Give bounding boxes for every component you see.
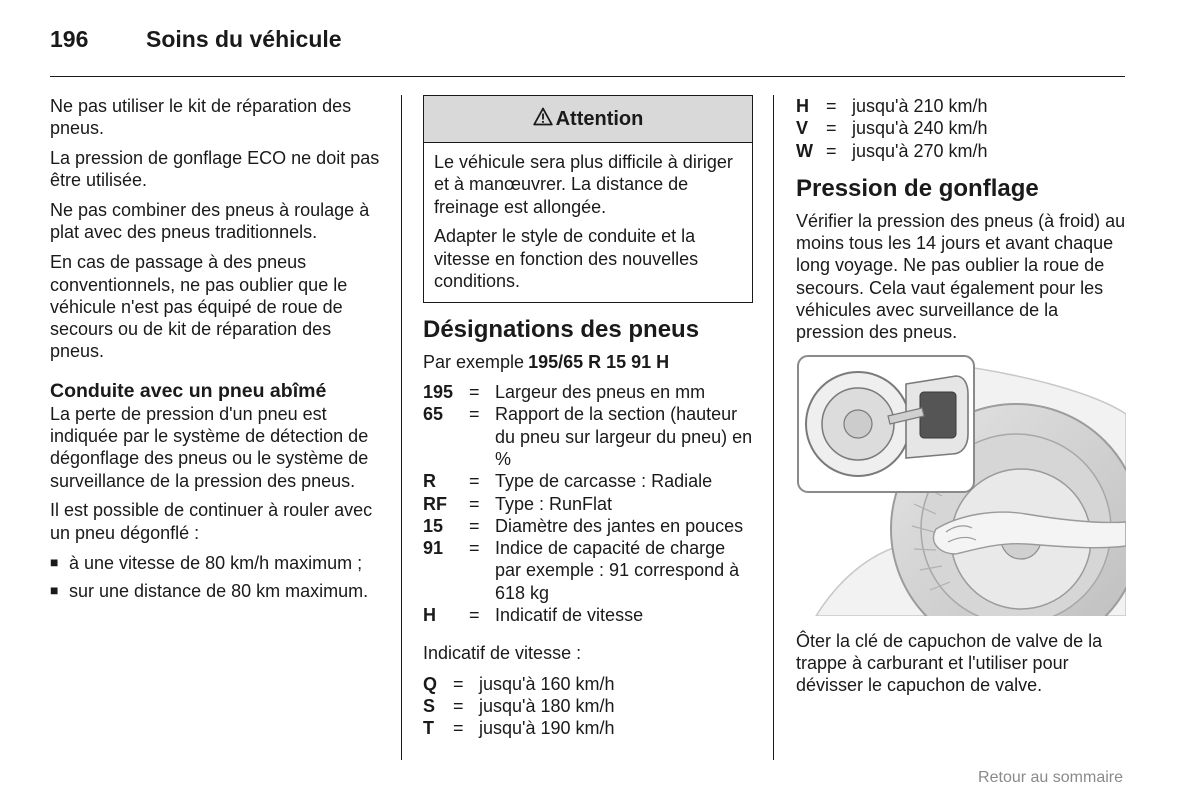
bullet-square-icon: ■ — [50, 553, 59, 570]
section-title: Soins du véhicule — [146, 26, 342, 52]
list-item: ■ sur une distance de 80 km maximum. — [50, 580, 369, 601]
back-to-contents-link[interactable]: Retour au sommaire — [978, 769, 1123, 786]
list-item: H = Indicatif de vitesse — [423, 605, 644, 626]
paragraph: La pression de gonflage ECO ne doit pas être utilisée. — [50, 148, 380, 191]
list-item: ■ à une vitesse de 80 km/h maximum ; — [50, 552, 363, 573]
subheading-damaged-tire: Conduite avec un pneu abîmé — [50, 379, 327, 402]
page-number: 196 — [50, 26, 89, 52]
column-divider — [773, 95, 774, 760]
list-item: 195 = Largeur des pneus en mm — [423, 382, 706, 403]
paragraph: Il est possible de continuer à rouler avec un pneu dégonflé : — [50, 500, 373, 543]
list-item: H = jusqu'à 210 km/h — [796, 96, 988, 116]
speed-list — [423, 673, 753, 740]
designation-list — [423, 381, 753, 626]
attention-body — [424, 143, 752, 302]
heading-tire-designations: Désignations des pneus — [423, 315, 700, 343]
heading-tire-pressure: Pression de gonflage — [796, 174, 1039, 202]
paragraph: Ne pas utiliser le kit de réparation des pneus. — [50, 96, 352, 139]
column-right — [796, 95, 1126, 704]
warning-triangle-icon — [533, 107, 553, 131]
example-value: 195/65 R 15 91 H — [528, 351, 670, 372]
list-item: Q = jusqu'à 160 km/h — [423, 673, 615, 694]
paragraph: En cas de passage à des pneus conventionnels, ne pas oublier que le véhicule n'est pas équipé de roue de secours ou de kit de réparation des pneus. — [50, 252, 348, 362]
list-item: 91 = Indice de capacité de charge par exemple : 91 correspond à 618 kg — [423, 538, 740, 603]
paragraph: Vérifier la pression des pneus (à froid) au moins tous les 14 jours et avant chaque long voyage. Ne pas oublier la roue de secours. Cela vaut également pour les véhicules avec surveillance de la pression des pneus. — [796, 210, 1126, 343]
column-middle — [423, 95, 753, 740]
attention-title: Attention — [555, 107, 644, 130]
list-item: V = jusqu'à 240 km/h — [796, 118, 988, 139]
page-header — [50, 24, 1125, 77]
paragraph: La perte de pression d'un pneu est indiquée par le système de détection de dégonflage des pneus ou le système de surveillance de la pression des pneus. — [50, 403, 369, 491]
bullet-list — [50, 552, 382, 603]
tire-valve-illustration — [796, 354, 1126, 616]
list-item: RF = Type : RunFlat — [423, 493, 613, 514]
column-left — [50, 95, 382, 608]
tire-valve-illustration-icon — [796, 354, 1126, 616]
list-item: W = jusqu'à 270 km/h — [796, 140, 988, 161]
list-item: R = Type de carcasse : Radiale — [423, 471, 713, 492]
attention-header — [424, 96, 752, 143]
column-divider — [401, 95, 402, 760]
bullet-square-icon: ■ — [50, 581, 59, 598]
paragraph: Adapter le style de conduite et la vitesse en fonction des nouvelles conditions. — [434, 226, 699, 291]
speed-index-label: Indicatif de vitesse : — [423, 643, 582, 664]
paragraph: Ôter la clé de capuchon de valve de la trappe à carburant et l'utiliser pour dévisser le capuchon de valve. — [796, 630, 1103, 696]
list-item: S = jusqu'à 180 km/h — [423, 695, 615, 716]
paragraph: Le véhicule sera plus difficile à diriger et à manœuvrer. La distance de freinage est allongée. — [434, 152, 733, 217]
speed-list — [796, 95, 1126, 162]
list-item: 65 = Rapport de la section (hauteur du pneu sur largeur du pneu) en % — [423, 404, 753, 469]
example-line: Par exemple 195/65 R 15 91 H — [423, 351, 670, 372]
attention-box — [423, 95, 753, 303]
paragraph: Ne pas combiner des pneus à roulage à plat avec des pneus traditionnels. — [50, 200, 370, 243]
list-item: T = jusqu'à 190 km/h — [423, 718, 615, 739]
list-item: 15 = Diamètre des jantes en pouces — [423, 515, 744, 536]
